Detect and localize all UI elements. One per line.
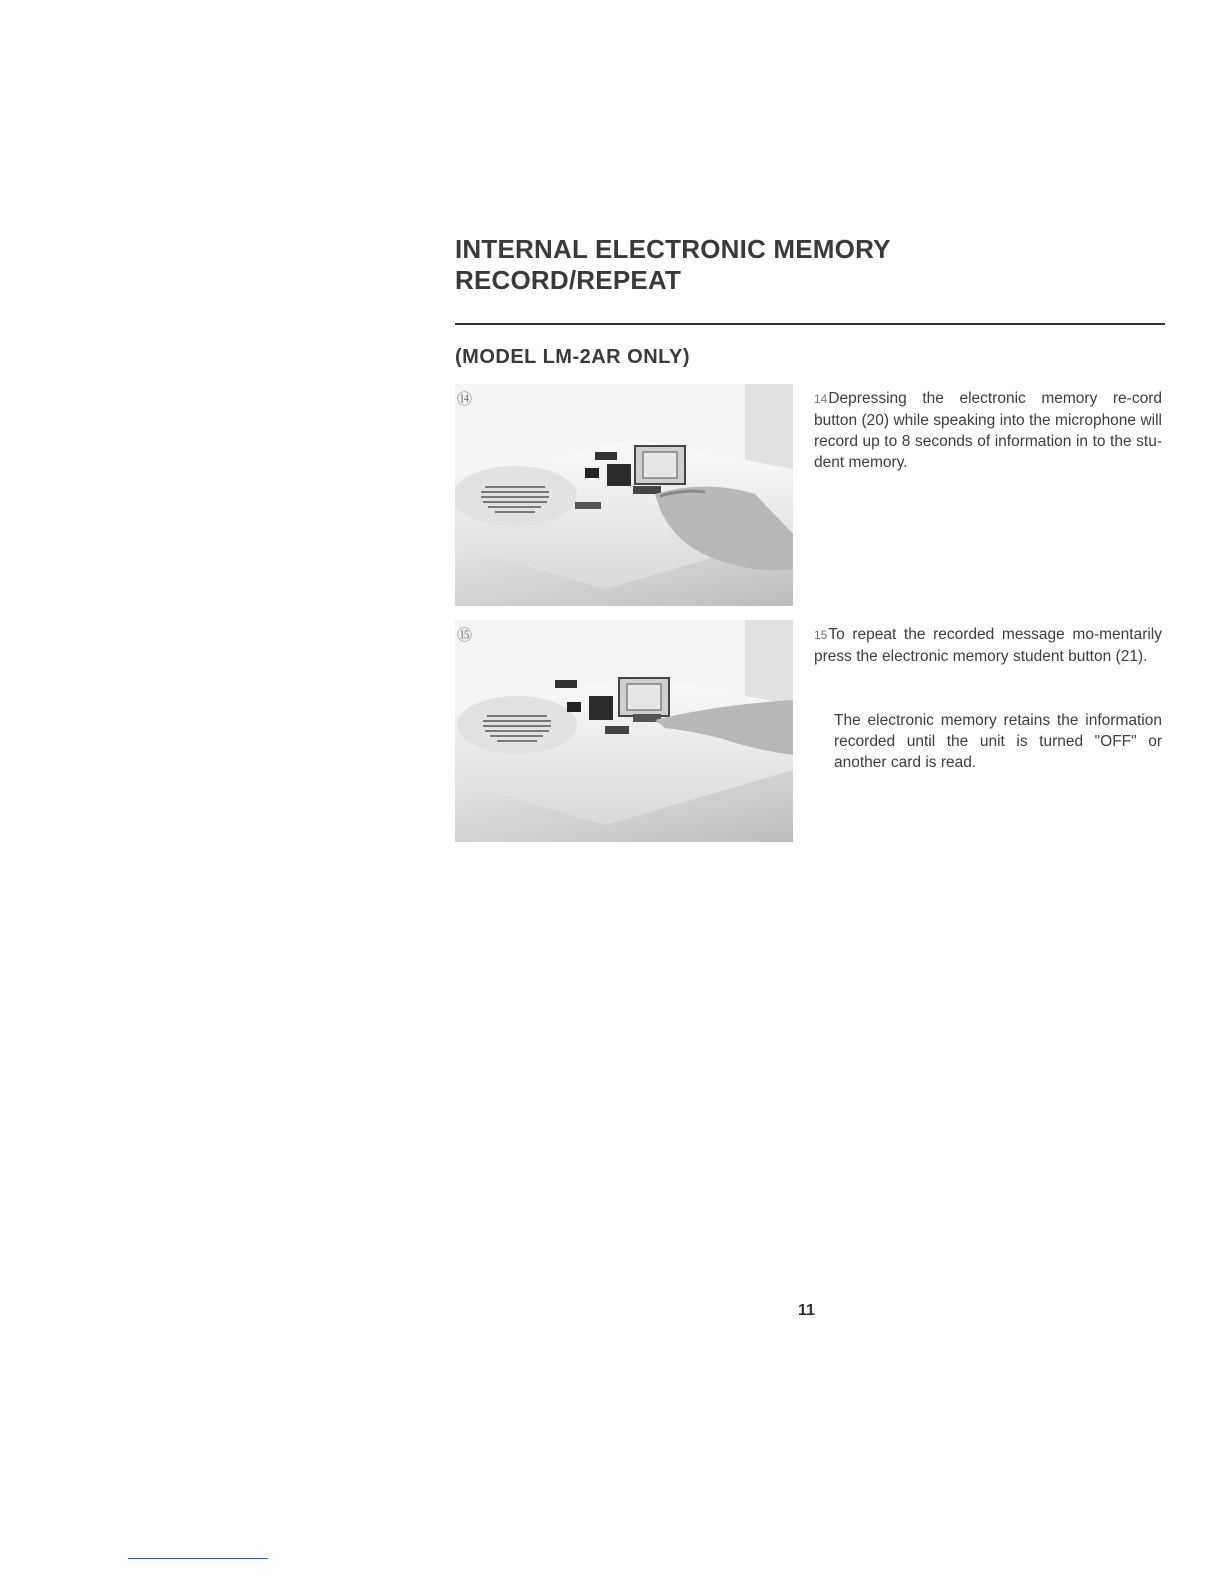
step-14-text <box>814 388 1162 473</box>
footer-line <box>128 1558 268 1559</box>
step-14-body: Depressing the electronic memory re-cord button (20) while speaking into the microphone will record up to 8 seconds of information in to the stu-dent memory. <box>814 390 1162 471</box>
title-divider <box>455 323 1165 325</box>
step-14-number: 14 <box>814 392 828 406</box>
device-record-illustration <box>455 384 793 606</box>
figure-14-number: ⑭ <box>457 390 473 408</box>
title-line-2: RECORD/REPEAT <box>455 265 682 295</box>
step-15-number: 15 <box>814 628 828 642</box>
memory-retention-note: The electronic memory retains the information recorded until the unit is turned "OFF" or another card is read. <box>834 712 1162 771</box>
device-repeat-illustration <box>455 620 793 842</box>
figure-14-photo <box>455 384 793 606</box>
title-line-1: INTERNAL ELECTRONIC MEMORY <box>455 234 891 264</box>
page-number: 11 <box>798 1302 815 1319</box>
model-subtitle: (MODEL LM-2AR ONLY) <box>455 346 691 368</box>
page-title <box>455 234 891 296</box>
figure-15-photo <box>455 620 793 842</box>
step-15-body: To repeat the recorded message mo-mentarily press the electronic memory student button (21). <box>814 626 1162 665</box>
figure-15-number: ⑮ <box>457 626 473 644</box>
step-15-text <box>814 624 1162 667</box>
